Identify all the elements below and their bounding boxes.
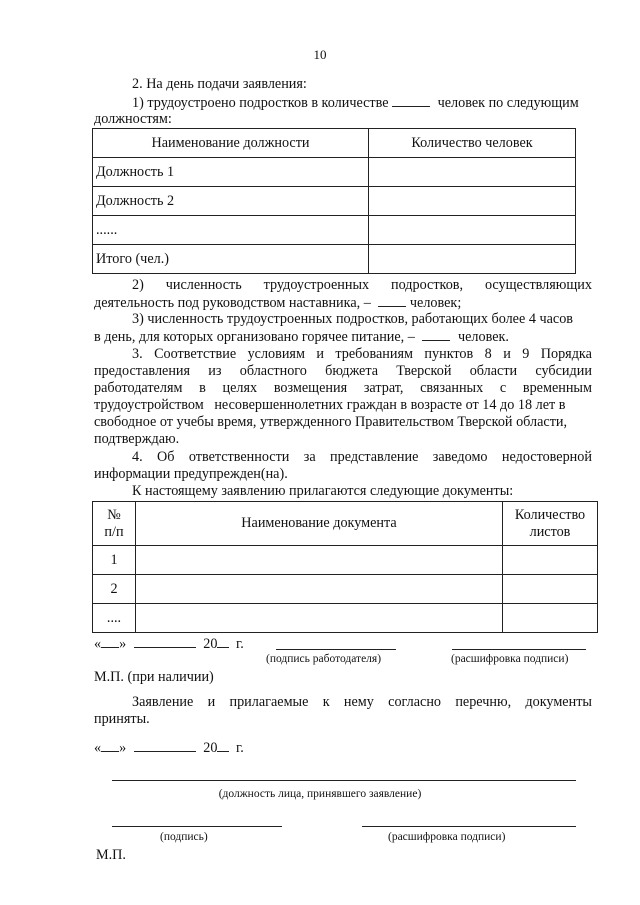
document-row-name bbox=[136, 575, 503, 604]
mentor-count-blank bbox=[378, 294, 406, 307]
header-people-count: Количество человек bbox=[369, 129, 576, 158]
position-line bbox=[112, 780, 576, 781]
item-1-continuation: должностям: bbox=[94, 111, 172, 127]
word: субсидии bbox=[535, 363, 592, 379]
documents-table bbox=[92, 501, 598, 633]
word: Заявление bbox=[132, 694, 194, 710]
section-3-line-6: подтверждаю. bbox=[94, 431, 180, 447]
document-row-sheets bbox=[503, 604, 598, 633]
word: недостоверной bbox=[501, 449, 592, 465]
position-row-label: Должность 1 bbox=[93, 158, 369, 187]
position-total-count bbox=[369, 245, 576, 274]
item-3-line-1: 3) численность трудоустроенных подростков, работающих более 4 часов bbox=[132, 311, 573, 327]
position-row-label: Должность 2 bbox=[93, 187, 369, 216]
position-caption-text: (должность лица, принявшего заявление) bbox=[218, 788, 422, 800]
header-number bbox=[93, 502, 136, 546]
section-3-line-4: трудоустройством несовершеннолетних граждан в возрасте от 14 до 18 лет в bbox=[94, 397, 566, 413]
item-1-text-end: человек по следующим bbox=[437, 95, 579, 111]
year-suffix: г. bbox=[236, 636, 244, 652]
word: 3. bbox=[132, 346, 143, 362]
date-quote-close: » bbox=[119, 740, 127, 756]
word: пунктов bbox=[424, 346, 474, 362]
document-row-sheets bbox=[503, 575, 598, 604]
positions-table bbox=[92, 128, 576, 274]
word: осуществляющих bbox=[484, 277, 592, 293]
word: перечню, bbox=[455, 694, 512, 710]
item-3-text: в день, для которых организовано горячее питание, – bbox=[94, 329, 415, 345]
employer-date-line bbox=[94, 635, 244, 653]
word: прилагаемые bbox=[229, 694, 309, 710]
date-quote-open: « bbox=[94, 740, 102, 756]
document-row-number: 1 bbox=[93, 546, 136, 575]
word: численность bbox=[165, 277, 242, 293]
word: нему bbox=[343, 694, 374, 710]
word: за bbox=[303, 449, 316, 465]
document-row-sheets bbox=[503, 546, 598, 575]
header-count-line-1: Количество bbox=[514, 506, 586, 523]
header-count-line-2: листов bbox=[529, 523, 571, 540]
header-number-line-1: № bbox=[107, 506, 121, 523]
word: с bbox=[499, 380, 507, 396]
word: 8 bbox=[484, 346, 492, 362]
accepted-line-1 bbox=[132, 694, 592, 711]
word: и bbox=[316, 346, 324, 362]
hot-meal-count-blank bbox=[422, 328, 450, 341]
section-2-heading: 2. На день подачи заявления: bbox=[132, 76, 307, 92]
position-row-label: ...... bbox=[93, 216, 369, 245]
position-row-count bbox=[369, 158, 576, 187]
document-row-name bbox=[136, 604, 503, 633]
word: подростков, bbox=[391, 277, 464, 293]
seal-note-text: М.П. (при наличии) bbox=[94, 669, 214, 685]
date-quote-close: » bbox=[119, 636, 127, 652]
section-4-line-1 bbox=[132, 449, 592, 466]
item-3-text-end: человек. bbox=[457, 329, 509, 345]
month-blank bbox=[134, 739, 196, 752]
year-suffix: г. bbox=[236, 740, 244, 756]
section-3-line-2 bbox=[94, 363, 592, 380]
section-3-line-3 bbox=[94, 380, 592, 397]
position-caption bbox=[0, 786, 640, 803]
year-blank bbox=[217, 739, 229, 752]
position-row-count bbox=[369, 187, 576, 216]
word: бюджета bbox=[325, 363, 379, 379]
word: согласно bbox=[388, 694, 442, 710]
year-prefix: 20 bbox=[203, 636, 218, 652]
word: трудоустроенных bbox=[263, 277, 370, 293]
header-document-name: Наименование документа bbox=[136, 502, 503, 546]
word: в bbox=[199, 380, 206, 396]
section-3-line-5: свободное от учебы время, утвержденного Правительством Тверской области, bbox=[94, 414, 568, 430]
word: областного bbox=[239, 363, 307, 379]
document-row-number: 2 bbox=[93, 575, 136, 604]
word: Тверской bbox=[396, 363, 452, 379]
acceptor-signature-caption: (подпись) bbox=[160, 831, 208, 843]
header-position-name: Наименование должности bbox=[93, 129, 369, 158]
word: представление bbox=[330, 449, 419, 465]
page-number: 10 bbox=[313, 47, 327, 62]
word: возмещения bbox=[273, 380, 348, 396]
word: связанных bbox=[420, 380, 484, 396]
month-blank bbox=[134, 635, 196, 648]
word: ответственности bbox=[188, 449, 290, 465]
word: условиям bbox=[247, 346, 305, 362]
item-2-line-2 bbox=[94, 294, 461, 312]
date-quote-open: « bbox=[94, 636, 102, 652]
section-4-line-2: информации предупрежден(на). bbox=[94, 466, 288, 482]
employer-signature-line bbox=[276, 649, 396, 650]
section-2-item-1 bbox=[132, 94, 579, 112]
item-2-line-1 bbox=[132, 277, 592, 294]
day-blank bbox=[101, 635, 119, 648]
word: заведомо bbox=[432, 449, 488, 465]
section-3-line-1 bbox=[132, 346, 592, 363]
word: и bbox=[207, 694, 216, 710]
word: документы bbox=[525, 694, 592, 710]
item-2-text: деятельность под руководством наставника, – bbox=[94, 295, 371, 311]
word: и bbox=[503, 346, 511, 362]
word: к bbox=[322, 694, 330, 710]
item-1-text: 1) трудоустроено подростков в количестве bbox=[132, 95, 389, 111]
word: 2) bbox=[132, 277, 144, 293]
word: работодателям bbox=[94, 380, 183, 396]
day-blank bbox=[101, 739, 119, 752]
year-prefix: 20 bbox=[203, 740, 218, 756]
header-sheet-count bbox=[503, 502, 598, 546]
acceptance-date-line bbox=[94, 739, 244, 757]
acceptor-decode-line bbox=[362, 826, 576, 827]
seal-note bbox=[94, 669, 214, 686]
seal-final: М.П. bbox=[96, 847, 126, 863]
documents-intro: К настоящему заявлению прилагаются следующие документы: bbox=[132, 483, 514, 499]
item-3-line-2 bbox=[94, 328, 509, 346]
accepted-line-2: приняты. bbox=[94, 711, 150, 727]
word: временным bbox=[522, 380, 592, 396]
word: области bbox=[469, 363, 518, 379]
document-row-name bbox=[136, 546, 503, 575]
teen-count-blank bbox=[392, 94, 430, 107]
word: Порядка bbox=[540, 346, 592, 362]
word: предоставления bbox=[94, 363, 191, 379]
word: требованиям bbox=[335, 346, 413, 362]
word: 4. bbox=[132, 449, 143, 465]
employer-decode-caption: (расшифровка подписи) bbox=[451, 653, 569, 665]
item-2-text-end: человек; bbox=[409, 295, 462, 311]
employer-decode-line bbox=[452, 649, 586, 650]
acceptor-decode-caption: (расшифровка подписи) bbox=[388, 831, 506, 843]
word: Об bbox=[157, 449, 175, 465]
word: из bbox=[208, 363, 222, 379]
word: 9 bbox=[522, 346, 530, 362]
position-row-count bbox=[369, 216, 576, 245]
header-number-line-2: п/п bbox=[104, 523, 124, 540]
employer-signature-caption: (подпись работодателя) bbox=[266, 653, 382, 665]
word: целях bbox=[222, 380, 258, 396]
acceptor-signature-line bbox=[112, 826, 282, 827]
year-blank bbox=[217, 635, 229, 648]
document-row-number: .... bbox=[93, 604, 136, 633]
position-total-label: Итого (чел.) bbox=[93, 245, 369, 274]
word: затрат, bbox=[363, 380, 404, 396]
word: Соответствие bbox=[154, 346, 237, 362]
